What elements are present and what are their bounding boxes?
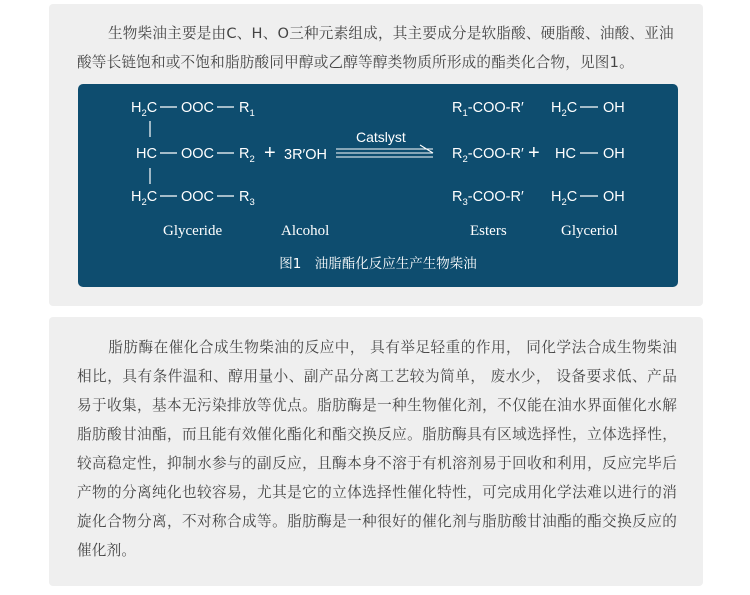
esters-label: Esters	[470, 223, 507, 239]
plus-sign-left: +	[264, 142, 276, 164]
glyceride-row-3: $H_2C$	[131, 189, 158, 208]
reagent-label: 3R′OH	[284, 147, 328, 163]
equilibrium-arrow-icon	[336, 145, 433, 157]
ester-1: $R_1-COO-R'$	[452, 100, 524, 119]
glyceride-r-1: $R_1$	[239, 100, 255, 119]
glycerol-row-1: $H_2C$	[551, 100, 578, 119]
glyceride-r-3: $R_3$	[239, 189, 255, 208]
glycerol-structure	[551, 100, 625, 208]
body-text: 脂肪酶在催化合成生物柴油的反应中， 具有举足轻重的作用， 同化学法合成生物柴油相比，具有条件温和、醇用量小、副产品分离工艺较为简单， 废水少， 设备要求低、产品易于收集，基本无污染排放等优点。脂肪酶是一种生物催化剂，不仅能在油水界面催化水解脂肪酸甘油酯，而且能有效催化酯化和酯交换反应。脂肪酶具有区域选择性，立体选择性，较高稳定性，抑制水参与的副反应，且酶本身不溶于有机溶剂易于回收和利用，反应完毕后产物的分离纯化也较容易，尤其是它的立体选择性催化特性，可完成用化学法难以进行的消旋化合物分离，不对称合成等。脂肪酶是一种很好的催化剂与脂肪酸甘油酯的酯交换反应的催化剂。	[77, 339, 677, 559]
body-paragraph	[77, 333, 677, 565]
esters-structure	[452, 100, 524, 208]
glyceride-structure	[131, 100, 255, 208]
glycerol-row-2: HC	[555, 146, 576, 162]
intro-paragraph	[77, 19, 677, 77]
ester-2: $R_2-COO-R'$	[452, 146, 524, 165]
glycerol-oh-3: OH	[603, 189, 625, 205]
reaction-figure	[78, 84, 678, 287]
reaction-diagram	[78, 84, 678, 287]
glyceriol-label: Glyceriol	[561, 223, 618, 239]
glycerol-row-3: $H_2C$	[551, 189, 578, 208]
alcohol-label: Alcohol	[281, 223, 330, 239]
intro-card	[49, 4, 703, 306]
glyceride-label: Glyceride	[163, 223, 223, 239]
body-card	[49, 317, 703, 586]
catalyst-label: Catslyst	[356, 129, 406, 145]
plus-sign-right: +	[528, 142, 540, 164]
figure-caption: 图1 油脂酯化反应生产生物柴油	[279, 256, 477, 272]
glyceride-row-2: HC	[136, 146, 157, 162]
intro-text: 生物柴油主要是由C、H、O三种元素组成，其主要成分是软脂酸、硬脂酸、油酸、亚油酸等长链饱和或不饱和脂肪酸同甲醇或乙醇等醇类物质所形成的酯类化合物，见图1。	[77, 25, 674, 71]
glycerol-oh-2: OH	[603, 146, 625, 162]
glyceride-group-3: OOC	[181, 189, 215, 205]
glycerol-oh-1: OH	[603, 100, 625, 116]
glyceride-group-2: OOC	[181, 146, 215, 162]
glyceride-group-1: OOC	[181, 100, 215, 116]
ester-3: $R_3-COO-R'$	[452, 189, 524, 208]
glyceride-r-2: $R_2$	[239, 146, 255, 165]
glyceride-row-1: $H_2C$	[131, 100, 158, 119]
